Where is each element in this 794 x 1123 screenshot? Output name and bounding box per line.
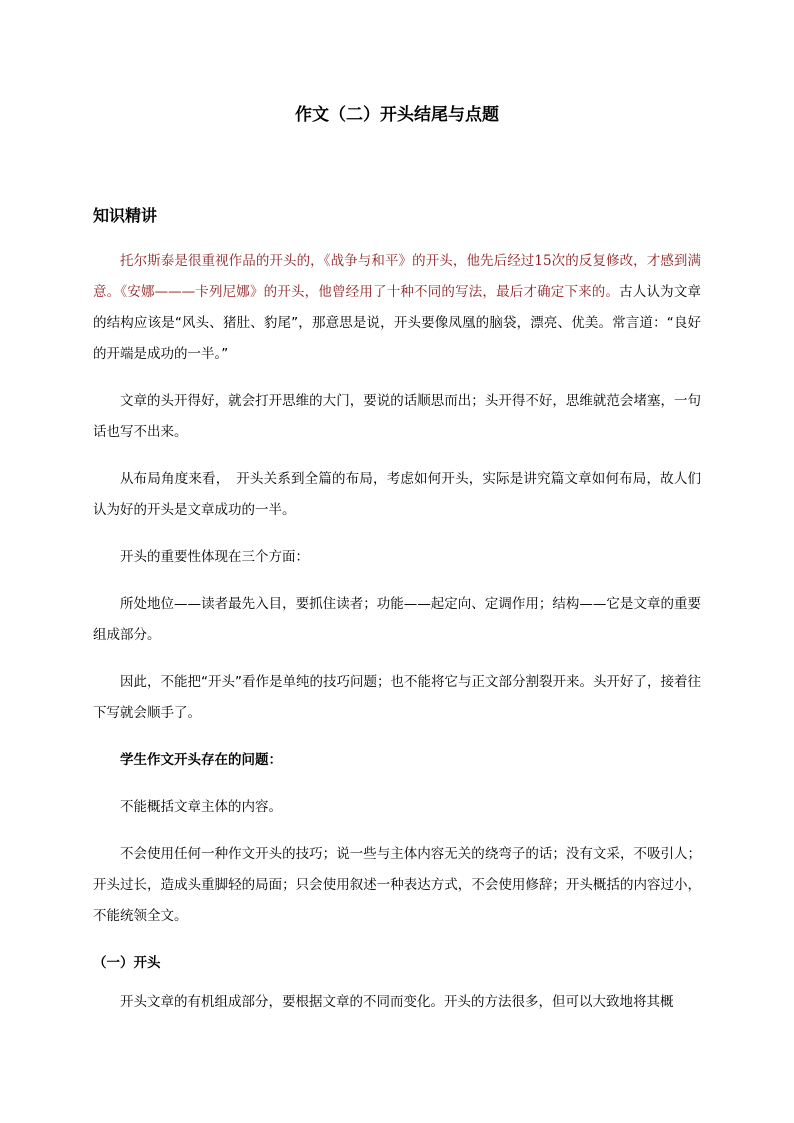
document-title: 作文（二）开头结尾与点题 xyxy=(295,105,499,125)
intro-paragraph xyxy=(93,246,701,370)
paragraph-9: 不会使用任何一种作文开头的技巧；说一些与主体内容无关的绕弯子的话；没有文采，不吸引人；开头过长，造成头重脚轻的局面；只会使用叙述一种表达方式，不会使用修辞；开头概括的内容过小，不能统领全文。 xyxy=(93,846,701,924)
paragraph-4: 开头的重要性体现在三个方面： xyxy=(120,549,309,565)
subsection-heading: （一）开头 xyxy=(93,955,161,971)
paragraph-2: 文章的头开得好，就会打开思维的大门，要说的话顺思而出；头开得不好，思维就范会堵塞，一句话也写不出来。 xyxy=(93,393,701,440)
paragraph-6: 因此，不能把“开头”看作是单纯的技巧问题；也不能将它与正文部分割裂开来。头开好了，接着往下写就会顺手了。 xyxy=(93,674,701,721)
paragraph-10: 开头文章的有机组成部分，要根据文章的不同而变化。开头的方法很多，但可以大致地将其概 xyxy=(120,994,674,1010)
intro-body-text: 古人认为文章的结构应该是“风头、猪肚、豹尾”，那意思是说，开头要像凤凰的脑袋，漂亮、优美。常言道：“良好的开端是成功的一半。” xyxy=(93,284,702,362)
section-heading: 知识精讲 xyxy=(93,206,158,225)
intro-quote-text: 托尔斯泰是很重视作品的开头的，《战争与和平》的开头，他先后经过15次的反复修改，才感到满意。《安娜———卡列尼娜》的开头，他曾经用了十种不同的写法，最后才确定下来的。 xyxy=(93,253,701,300)
document-body xyxy=(93,246,701,1034)
problems-heading: 学生作文开头存在的问题： xyxy=(120,752,282,768)
paragraph-3: 从布局角度来看， 开头关系到全篇的布局，考虑如何开头，实际是讲究篇文章如何布局，故人们认为好的开头是文章成功的一半。 xyxy=(93,471,701,518)
paragraph-5: 所处地位——读者最先入目，要抓住读者；功能——起定向、定调作用；结构——它是文章的重要组成部分。 xyxy=(93,596,701,643)
paragraph-8: 不能概括文章主体的内容。 xyxy=(120,799,282,815)
